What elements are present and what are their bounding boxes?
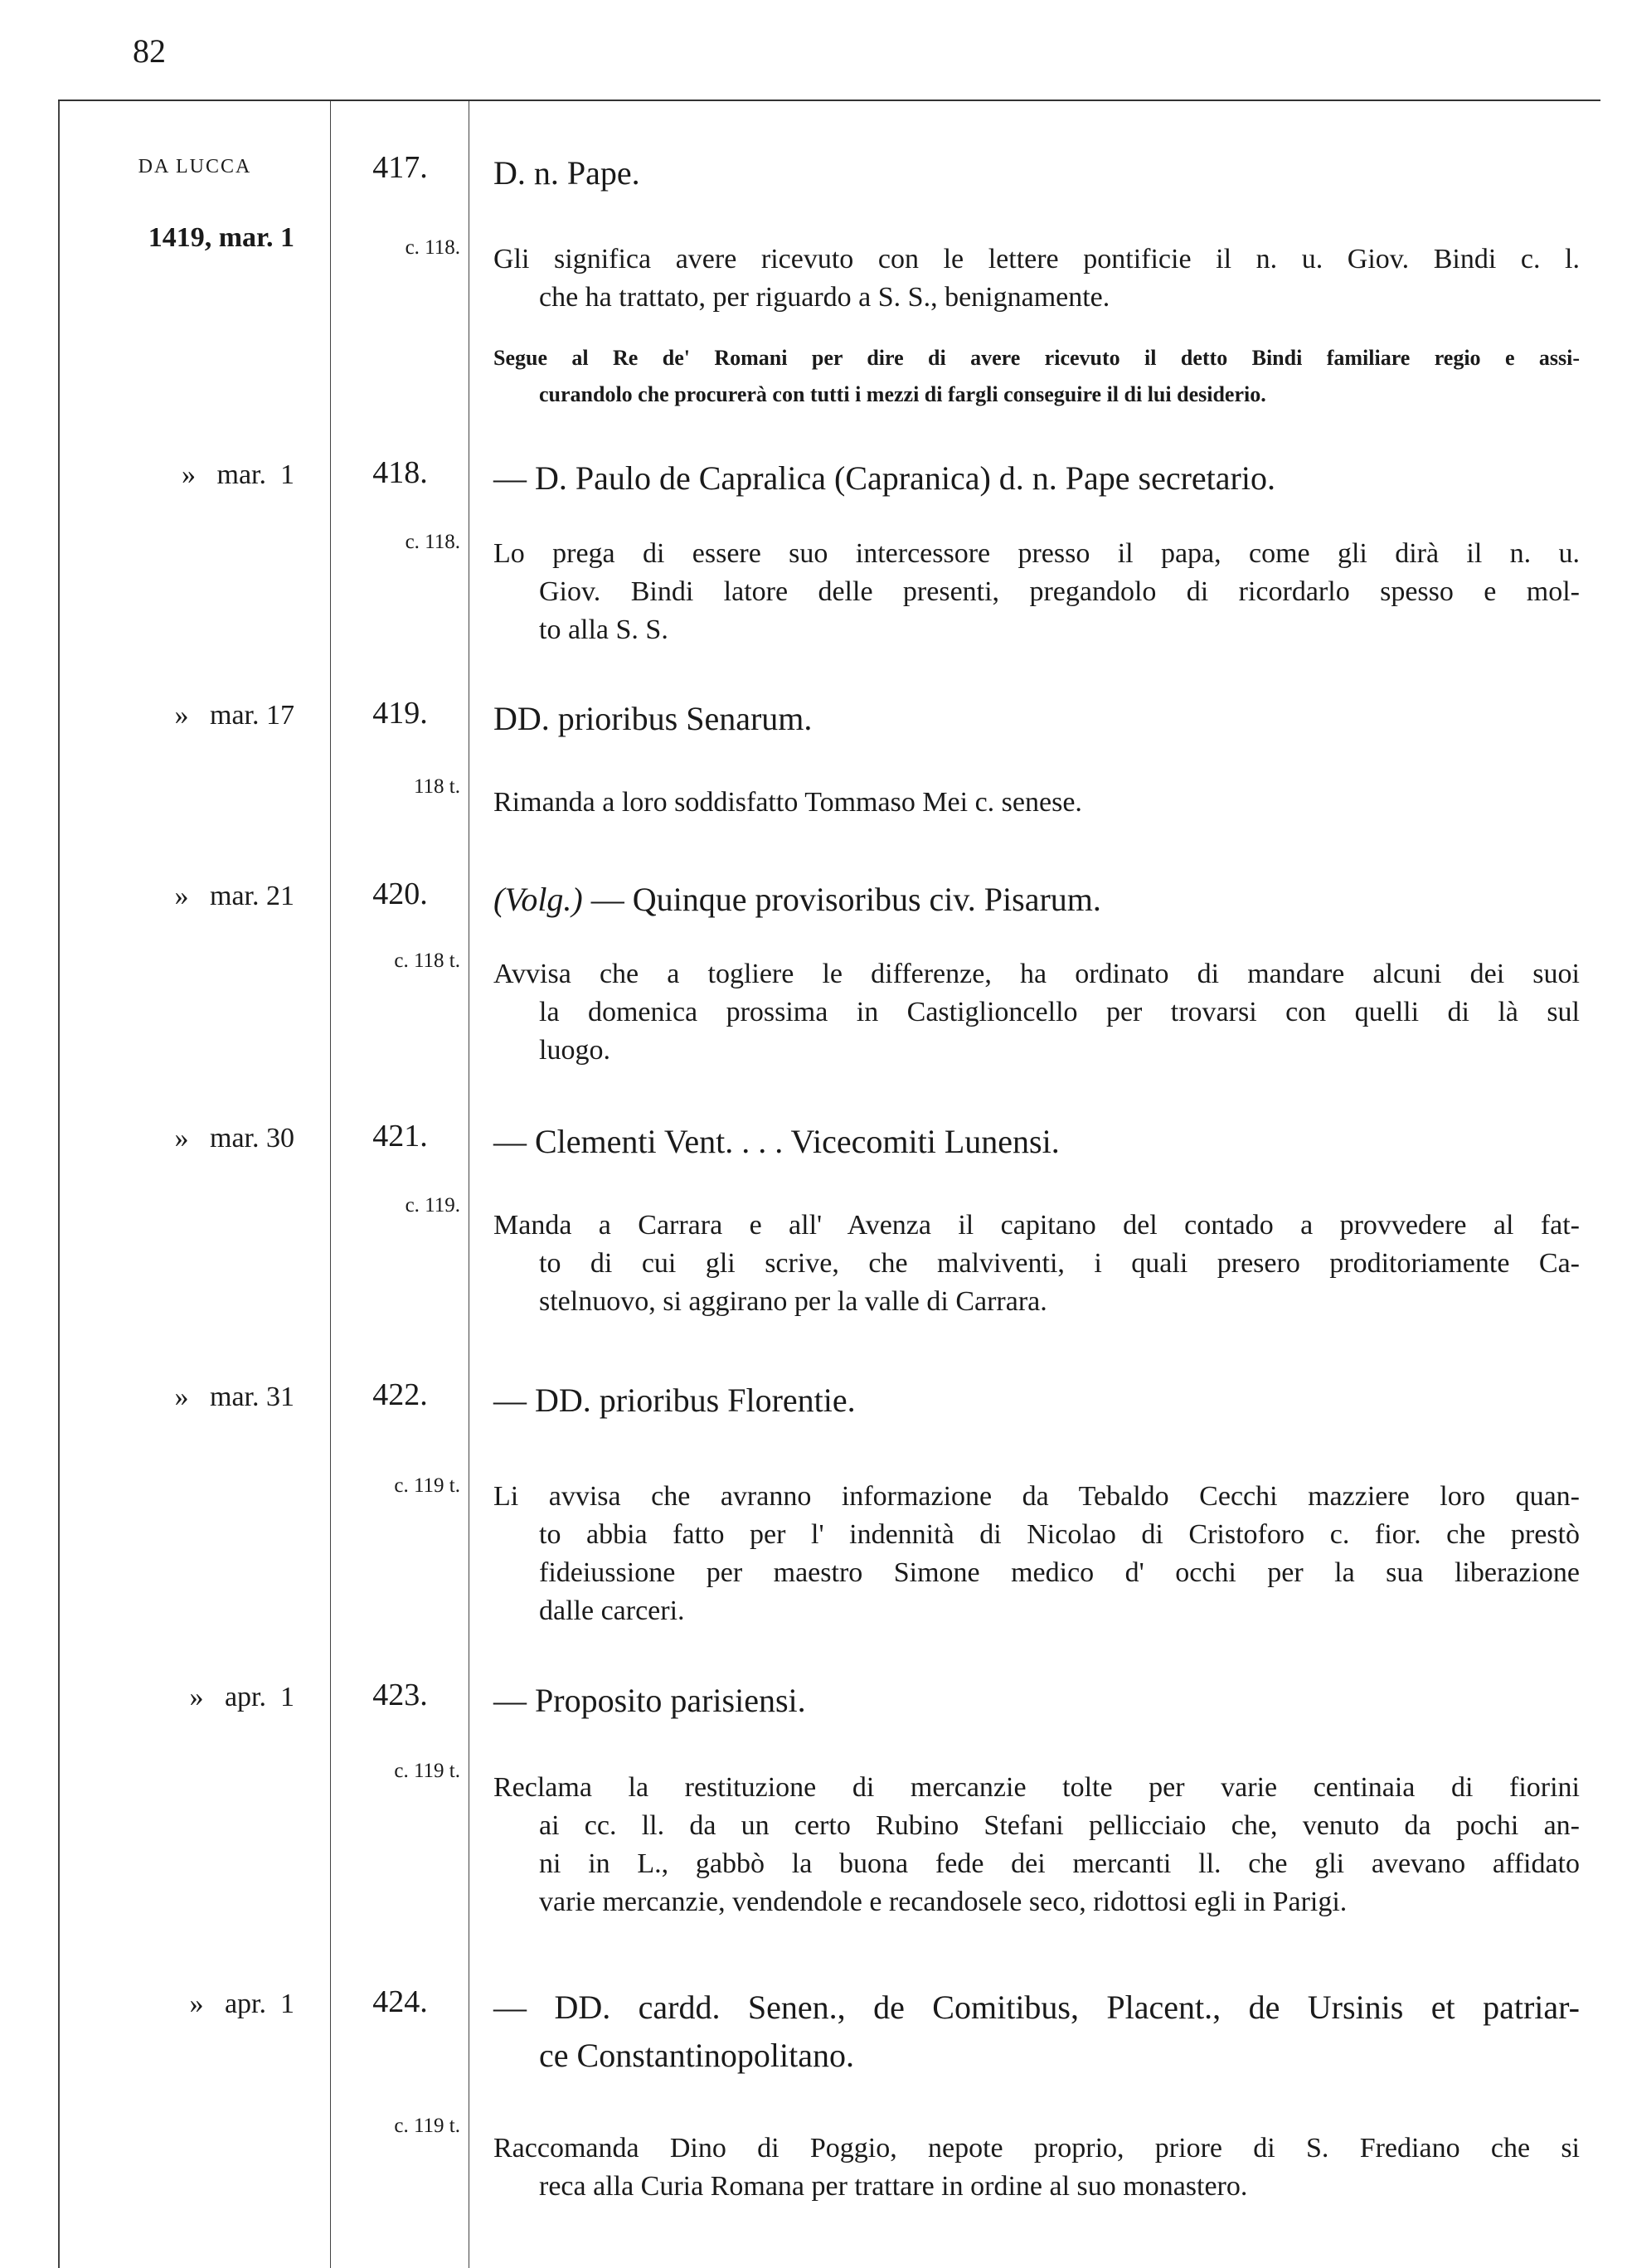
entry-carta: 118 t. (413, 775, 460, 798)
entry-summary-line: Giov. Bindi latore delle presenti, pregandolo di ricordarlo spesso e mol- (539, 576, 1580, 607)
entry-date: » mar. 31 (174, 1382, 294, 1412)
entry-addressee-text: — Quinque provisoribus civ. Pisarum. (590, 881, 1101, 918)
entry-date: » apr. 1 (189, 1682, 294, 1712)
entry-summary (493, 535, 1580, 649)
entry-summary-line: Li avvisa che avranno informazione da Tebaldo Cecchi mazziere loro quan- (493, 1481, 1580, 1512)
entry-carta: c. 118 t. (394, 949, 460, 972)
entry-carta: c. 119 t. (394, 1474, 460, 1497)
entry-number: 420. (372, 877, 428, 911)
entry-summary (493, 955, 1580, 1070)
entry-carta: c. 119 t. (394, 2115, 460, 2137)
top-rule (58, 100, 1600, 101)
entry-summary (493, 784, 1580, 822)
entry-number: 423. (372, 1678, 428, 1712)
entry-note (493, 340, 1580, 413)
entry-addressee (493, 149, 1580, 197)
page-number: 82 (133, 32, 166, 70)
entry-carta: c. 118. (405, 236, 460, 259)
vernacular-mark: (Volg.) (493, 881, 583, 918)
entry-date: » mar. 30 (174, 1123, 294, 1153)
entry-date: » mar. 21 (174, 881, 294, 911)
column-divider-date (330, 101, 331, 2268)
entry-note-line: curandolo che procurerà con tutti i mezzi di fargli conseguire il di lui desiderio. (539, 382, 1266, 406)
entry-carta: c. 119. (405, 1194, 460, 1217)
entry-summary-line: stelnuovo, si aggirano per la valle di Carrara. (539, 1286, 1047, 1317)
entry-summary-line: to abbia fatto per l' indennità di Nicolao di Cristoforo c. fior. che prestò (539, 1519, 1580, 1550)
entry-summary-line: che ha trattato, per riguardo a S. S., benignamente. (539, 282, 1110, 313)
entry-summary-line: to di cui gli scrive, che malviventi, i quali presero proditoriamente Ca- (539, 1248, 1580, 1279)
entry-summary-line: dalle carceri. (539, 1595, 685, 1626)
entry-number: 421. (372, 1119, 428, 1153)
entry-date: 1419, mar. 1 (148, 222, 294, 253)
left-border (58, 101, 60, 2268)
entry-addressee-line (493, 876, 1580, 924)
entry-addressee (493, 1984, 1580, 2080)
entry-summary-line: luogo. (539, 1035, 610, 1066)
entry-summary-line: Lo prega di essere suo intercessore presso il papa, come gli dirà il n. u. (493, 538, 1580, 569)
entry-summary (493, 1478, 1580, 1630)
entry-summary-line: Rimanda a loro soddisfatto Tommaso Mei c. senese. (493, 787, 1082, 818)
entry-date: » mar. 1 (182, 459, 294, 490)
entry-summary-line: Manda a Carrara e all' Avenza il capitano del contado a provvedere al fat- (493, 1210, 1580, 1241)
entry-summary-line: varie mercanzie, vendendole e recandosele seco, ridottosi egli in Parigi. (539, 1887, 1348, 1917)
entry-addressee (493, 1677, 1580, 1725)
entry-summary-line: Avvisa che a togliere le differenze, ha ordinato di mandare alcuni dei suoi (493, 959, 1580, 989)
entry-summary-line: ni in L., gabbò la buona fede dei mercanti ll. che gli avevano affidato (539, 1848, 1580, 1879)
entry-place: DA LUCCA (138, 156, 252, 177)
entry-number: 417. (372, 150, 428, 185)
entry-note-line: Segue al Re de' Romani per dire di avere ricevuto il detto Bindi familiare regio e assi- (493, 346, 1580, 370)
entry-number: 422. (372, 1377, 428, 1412)
entry-summary-line: la domenica prossima in Castiglioncello per trovarsi con quelli di là sul (539, 997, 1580, 1027)
entry-addressee-line: — Clementi Vent. . . . Vicecomiti Lunensi. (493, 1123, 1060, 1160)
entry-date: » apr. 1 (189, 1989, 294, 2019)
entry-addressee-line: — DD. cardd. Senen., de Comitibus, Placent., de Ursinis et patriar- (493, 1989, 1580, 2026)
entry-summary-line: Gli significa avere ricevuto con le lettere pontificie il n. u. Giov. Bindi c. l. (493, 244, 1580, 274)
entry-carta: c. 119 t. (394, 1760, 460, 1782)
entry-addressee (493, 1377, 1580, 1425)
entry-number: 418. (372, 455, 428, 490)
entry-summary-line: ai cc. ll. da un certo Rubino Stefani pellicciaio che, venuto da pochi an- (539, 1810, 1580, 1841)
entry-summary (493, 1769, 1580, 1921)
entry-addressee-line: — D. Paulo de Capralica (Capranica) d. n. Pape secretario. (493, 459, 1275, 497)
entry-addressee (493, 454, 1580, 503)
entry-addressee (493, 1118, 1580, 1166)
entry-number: 419. (372, 696, 428, 731)
entry-summary-line: Reclama la restituzione di mercanzie tolte per varie centinaia di fiorini (493, 1772, 1580, 1803)
entry-date: » mar. 17 (174, 700, 294, 731)
entry-addressee (493, 876, 1580, 924)
entry-addressee (493, 695, 1580, 743)
entry-summary (493, 2130, 1580, 2206)
entry-addressee-line: DD. prioribus Senarum. (493, 700, 813, 737)
entry-summary-line: Raccomanda Dino di Poggio, nepote proprio, priore di S. Frediano che si (493, 2133, 1580, 2164)
entry-summary-line: reca alla Curia Romana per trattare in ordine al suo monastero. (539, 2171, 1248, 2202)
entry-carta: c. 118. (405, 531, 460, 553)
entry-summary (493, 1207, 1580, 1321)
entry-addressee-line: ce Constantinopolitano. (539, 2037, 854, 2074)
entry-summary-line: to alla S. S. (539, 614, 668, 645)
entry-summary (493, 240, 1580, 317)
entry-number: 424. (372, 1984, 428, 2019)
entry-addressee-line: — DD. prioribus Florentie. (493, 1382, 856, 1419)
entry-addressee-line: — Proposito parisiensi. (493, 1682, 806, 1719)
entry-addressee-line: D. n. Pape. (493, 154, 640, 192)
entry-summary-line: fideiussione per maestro Simone medico d' occhi per la sua liberazione (539, 1557, 1580, 1588)
